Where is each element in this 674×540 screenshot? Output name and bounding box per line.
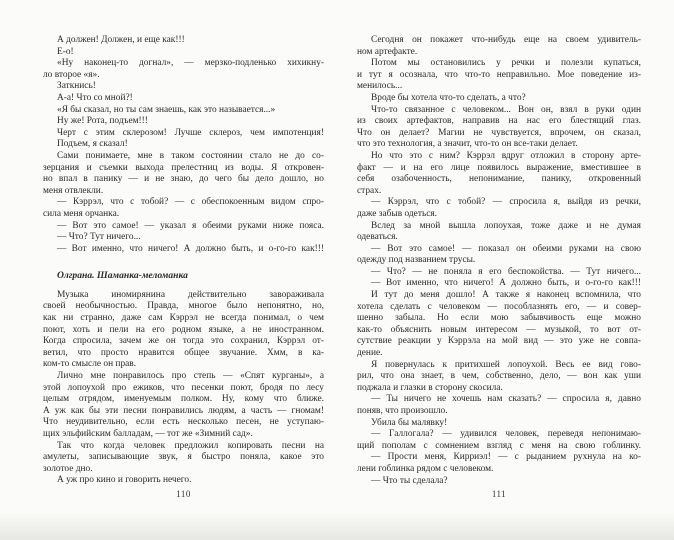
- left-page-text: [43, 35, 324, 487]
- text-line: ком-то смысле он прав.: [43, 359, 137, 370]
- text-line: А уж как бы эти песни понравились людям, а часть — гномам!: [43, 405, 324, 416]
- text-line: но впал в панику — и не знаю, до чего бы дело дошло, но: [43, 174, 324, 185]
- text-line: амулеты, записывающие звук, я быстро поняла, какое это: [43, 452, 324, 463]
- text-line: лени гоблинка рядом с человеком.: [357, 463, 494, 474]
- text-line: своей необычностью. Правда, многое было непонятно, но,: [43, 301, 324, 312]
- text-line: Так что когда человек предложил копировать песни на: [57, 440, 324, 451]
- text-line: Ну же! Рота, подъем!!!: [57, 116, 148, 127]
- text-line: даже забыв одеться.: [357, 208, 438, 219]
- text-line: ло второе «я».: [43, 69, 100, 80]
- text-line: поют, хоть и пели на его родном языке, а не иностранном.: [43, 324, 324, 335]
- scan-edge-shading: [0, 512, 674, 540]
- right-page-text: [357, 35, 641, 487]
- text-line: одеваться.: [357, 232, 398, 243]
- text-line: Е-о!: [57, 46, 74, 57]
- text-line: золотое дно.: [43, 463, 93, 474]
- text-line: ветил, что просто нравится общее звучание. Хмм, в ка-: [43, 347, 324, 358]
- text-line: Заткнись!: [57, 81, 96, 92]
- text-line: что это технология, а значит, что-то он все-таки делает.: [357, 139, 578, 150]
- text-line: — Что? Тут ничего...: [57, 232, 141, 243]
- chapter-heading: Олграна. Шаманка-меломанка: [57, 270, 188, 282]
- text-line: шенно забыла. Но если мою забывчивость еще можно: [357, 313, 641, 324]
- text-line: — Что ты сделала?: [371, 475, 448, 486]
- text-line: одежду под названием трусы.: [357, 255, 476, 266]
- text-line: — Прости меня, Кирриэл! — с рыданием рухнула на ко-: [371, 452, 641, 463]
- text-line: Сегодня он покажет что-нибудь еще на своем удивитель-: [371, 35, 641, 45]
- text-line: Что он делает? Магии не чувствуется, впрочем, он сказал,: [357, 127, 641, 138]
- text-line: щий пополам с сомнением взгляд с меня на свою гоблинку.: [357, 440, 641, 451]
- text-line: Вслед за мной вышла лопоухая, тоже даже и не думая: [371, 220, 641, 231]
- text-line: факт — и на его лице появилось выражение, вместившее в: [357, 162, 641, 173]
- text-line: Подъем, я сказал!: [57, 139, 128, 150]
- text-line: себя озабоченность, непонимание, панику, откровенный: [357, 174, 641, 185]
- text-line: страх.: [357, 185, 382, 196]
- text-line: — Вот именно, что ничего! А должно быть, и о-го-го как!!!: [371, 278, 641, 289]
- text-line: как ни странно, даже сам Кэррэл не всегда понимал, о чем: [43, 313, 324, 324]
- text-line: Черт с этим склерозом! Лучше склероз, чем импотенция!: [57, 127, 324, 138]
- text-line: — Что? — не поняла я его беспокойства. — Тут ничего...: [371, 266, 641, 277]
- text-line: — Вот это самое! — указал я обеими руками ниже пояса.: [57, 220, 324, 231]
- text-line: И тут до меня дошло! А также я наконец вспомнила, что: [371, 290, 641, 301]
- text-line: из своих артефактов, направив на нас его блестящий глаз.: [357, 116, 641, 127]
- text-line: сила меня орчанка.: [43, 208, 120, 219]
- text-line: щих эльфийским балладам, — тот же «Зимний сад».: [43, 429, 253, 439]
- page-number-right: 111: [491, 489, 507, 499]
- text-line: Что-то связанное с человеком... Вон он, взял в руки один: [371, 104, 641, 115]
- text-line: и тут я осознала, что что-то неправильно. Мое поведение из-: [357, 69, 641, 80]
- text-line: ном артефакте.: [357, 46, 418, 57]
- text-line: «Ну наконец-то догнал», — мерзко-подленько хихикну-: [57, 58, 324, 69]
- text-line: Вроде бы хотела что-то сделать, а что?: [371, 92, 526, 103]
- page-number-left: 110: [176, 489, 191, 499]
- text-line: целым отрядом, именуемым полком. Ну, кому что ближе.: [43, 394, 324, 405]
- text-line: — Вот это самое! — показал он обеими руками на свою: [371, 243, 641, 254]
- text-line: рил, что она знает, в чем, собственно, дело, — вон как уши: [357, 371, 641, 382]
- text-line: Я повернулась к притихшей лопоухой. Весь ее вид гово-: [371, 359, 641, 370]
- text-line: А-а! Что со мной?!: [57, 92, 133, 103]
- text-line: Сами понимаете, мне в таком состоянии стало не до со-: [57, 150, 324, 161]
- text-line: хотела сделать с человеком — пособлазнять его, — и совер-: [357, 301, 641, 312]
- text-line: меня отвлекли.: [43, 185, 104, 196]
- text-line: поняв, что произошло.: [357, 406, 448, 416]
- text-line: менилось...: [357, 81, 403, 92]
- text-line: Когда спросила, зачем же он тогда это сохранил, Кэррэл от-: [43, 336, 324, 347]
- text-line: зерцания и съемки выхода прелестниц из воды. Я откровен-: [43, 162, 324, 173]
- text-line: Что неудивительно, если есть несколько песен, не уступаю-: [43, 417, 324, 428]
- text-line: сутствие реакции у Кэррэла на мой вид — это уже не совпа-: [357, 336, 641, 347]
- text-line: — Вот именно, что ничего! А должно быть, и о-го-го как!!!: [57, 243, 324, 254]
- text-line: А уж про кино и говорить нечего.: [57, 475, 192, 486]
- text-line: «Я бы сказал, но ты сам знаешь, как это называется...»: [57, 104, 276, 115]
- text-line: Лично мне понравилось про степь — «Спят курганы», а: [57, 371, 324, 382]
- text-line: Но что это с ним? Кэррэл вдруг отложил в сторону арте-: [371, 150, 641, 161]
- text-line: этой лопоухой про ежиков, что песенки поют, бродя по лесу: [43, 382, 324, 393]
- text-line: Музыка иномирянина действительно завораживала: [57, 289, 324, 300]
- text-line: Потом мы остановились у речки и полезли купаться,: [371, 58, 641, 69]
- text-line: поджала и глазки в сторону скосила.: [357, 382, 503, 393]
- text-line: — Галлогала? — удивился человек, переведя непонимаю-: [371, 429, 641, 440]
- text-line: как-то объяснить новым интересом — музыкой, то вот от-: [357, 324, 641, 335]
- text-line: — Кэррэл, что с тобой? — спросила я, выйдя из речки,: [371, 197, 641, 208]
- text-line: А должен! Должен, и еще как!!!: [57, 35, 185, 45]
- text-line: дение.: [357, 348, 383, 359]
- text-line: — Кэррэл, что с тобой? — с обеспокоенным видом спро-: [57, 197, 324, 208]
- text-line: — Ты ничего не хочешь нам сказать? — спросила я, давно: [371, 394, 641, 405]
- text-line: Убила бы малявку!: [371, 417, 448, 428]
